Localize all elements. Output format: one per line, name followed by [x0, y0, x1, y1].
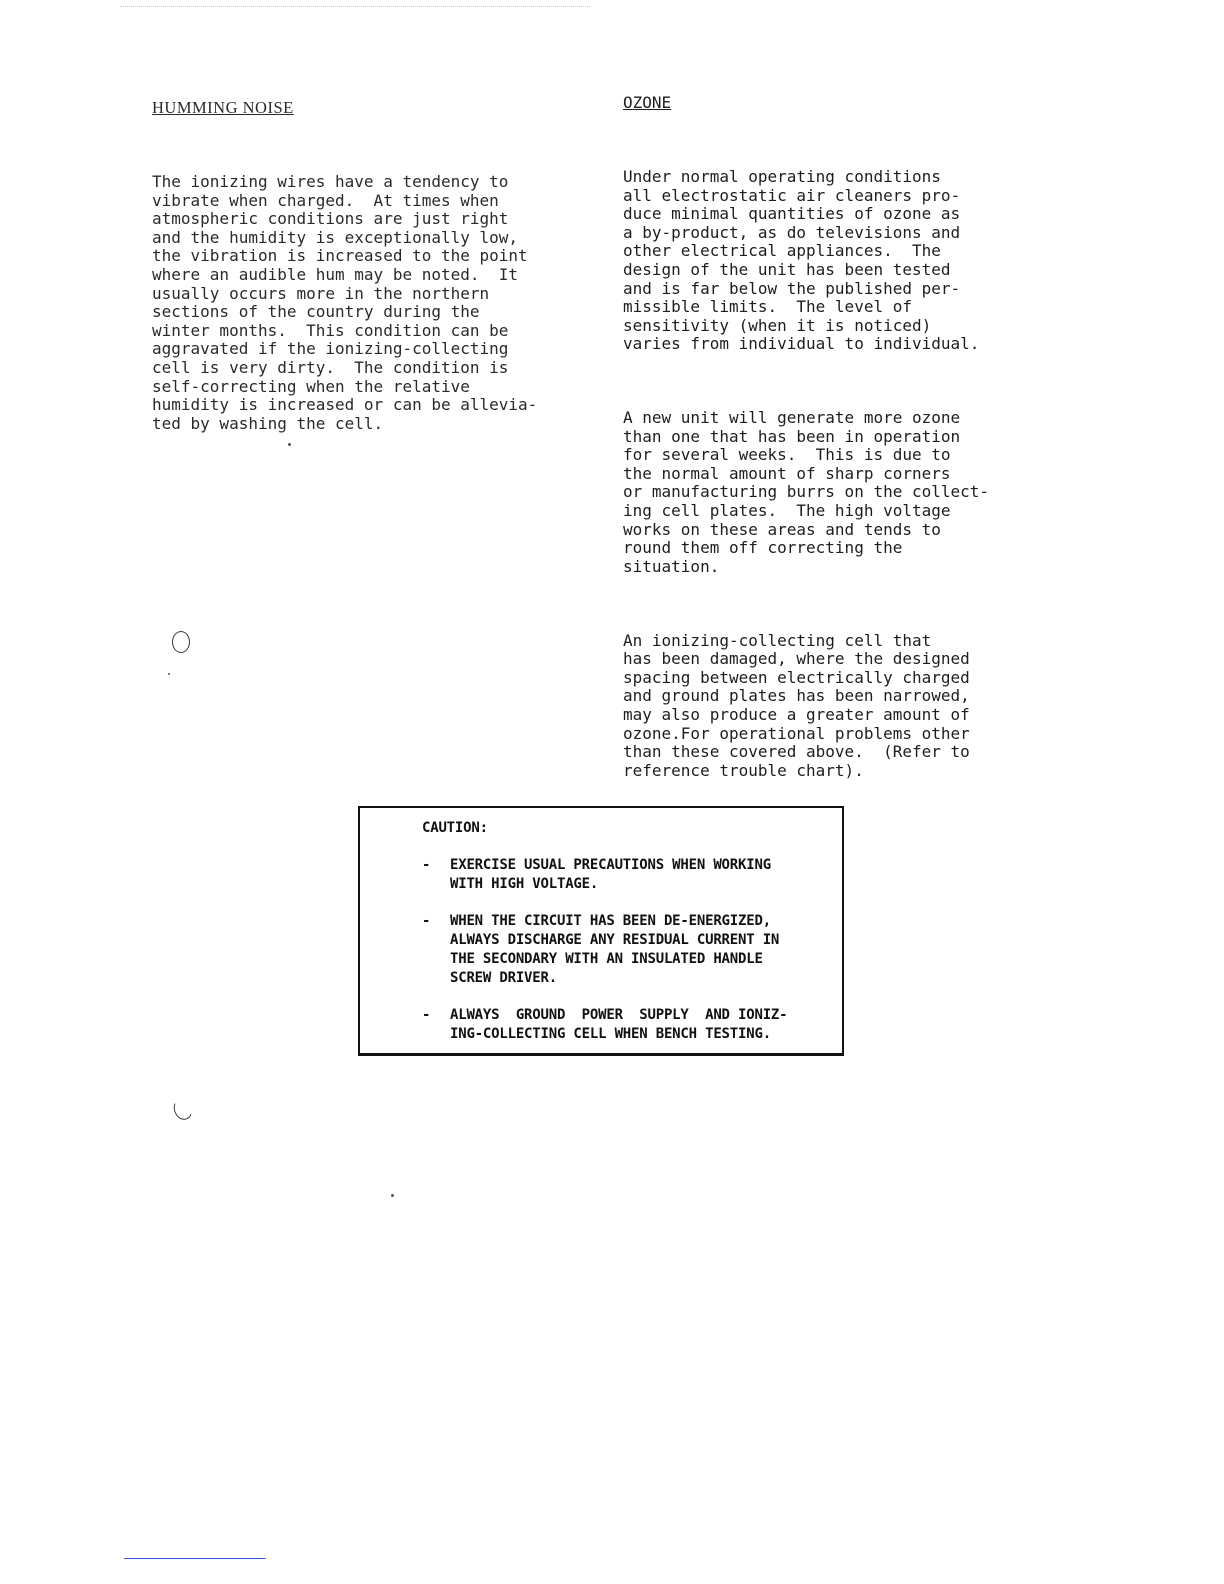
scan-speck: [391, 1194, 394, 1197]
caution-item-text: WHEN THE CIRCUIT HAS BEEN DE-ENERGIZED, ALWAYS DISCHARGE ANY RESIDUAL CURRENT IN THE SECONDARY WITH AN INSULATED HANDLE SCREW DRIVER.: [450, 913, 780, 986]
ozone-heading: OZONE: [623, 93, 672, 113]
caution-item: [422, 912, 842, 988]
caution-item: [422, 1006, 842, 1044]
caution-title: CAUTION:: [422, 820, 488, 836]
caution-list: [422, 856, 842, 1062]
humming-noise-heading: HUMMING NOISE: [152, 98, 294, 118]
ozone-paragraph-2: A new unit will generate more ozone than one that has been in operation for several weeks. This is due to the normal amount of sharp corners or manufacturing burrs on the collect- ing cell plates. The high voltage works on these areas and tends to round them off correcting the situation.: [623, 408, 990, 576]
caution-item: [422, 856, 842, 894]
scan-artifact-bottom-line: [124, 1558, 266, 1559]
caution-item-text: EXERCISE USUAL PRECAUTIONS WHEN WORKING WITH HIGH VOLTAGE.: [450, 857, 771, 892]
punch-hole-mark: [171, 1096, 195, 1123]
scan-speck: [288, 443, 291, 446]
punch-hole-mark: [172, 631, 190, 653]
caution-bullet: -: [422, 913, 431, 929]
caution-box: [358, 806, 844, 1056]
scan-artifact-top: [120, 6, 590, 9]
ozone-section: [623, 57, 1053, 817]
caution-bullet: -: [422, 1007, 431, 1023]
humming-noise-paragraph: The ionizing wires have a tendency to vibrate when charged. At times when atmospheric conditions are just right and the humidity is exceptionally low, the vibration is increased to the point where an audible hum may be noted. It usually occurs more in the northern sections of the country during the winter months. This condition can be aggravated if the ionizing-collecting cell is very dirty. The condition is self-correcting when the relative humidity is increased or can be allevia- ted by washing the cell.: [152, 171, 538, 433]
ozone-paragraph-3: An ionizing-collecting cell that has been damaged, where the designed spacing between electrically charged and ground plates has been narrowed, may also produce a greater amount of ozone.For operational problems other than these covered above. (Refer to reference trouble chart).: [623, 630, 970, 780]
ozone-paragraph-1: Under normal operating conditions all electrostatic air cleaners pro- duce minimal quantities of ozone as a by-product, as do televisions and other electrical appliances. The design of the unit has been tested and is far below the published per- missible limits. The level of sensitivity (when it is noticed) varies from individual to individual.: [623, 166, 980, 354]
scan-speck: [168, 673, 170, 675]
humming-noise-section: [152, 62, 602, 470]
caution-item-text: ALWAYS GROUND POWER SUPPLY AND IONIZ- ING-COLLECTING CELL WHEN BENCH TESTING.: [450, 1007, 788, 1042]
caution-bullet: -: [422, 857, 431, 873]
